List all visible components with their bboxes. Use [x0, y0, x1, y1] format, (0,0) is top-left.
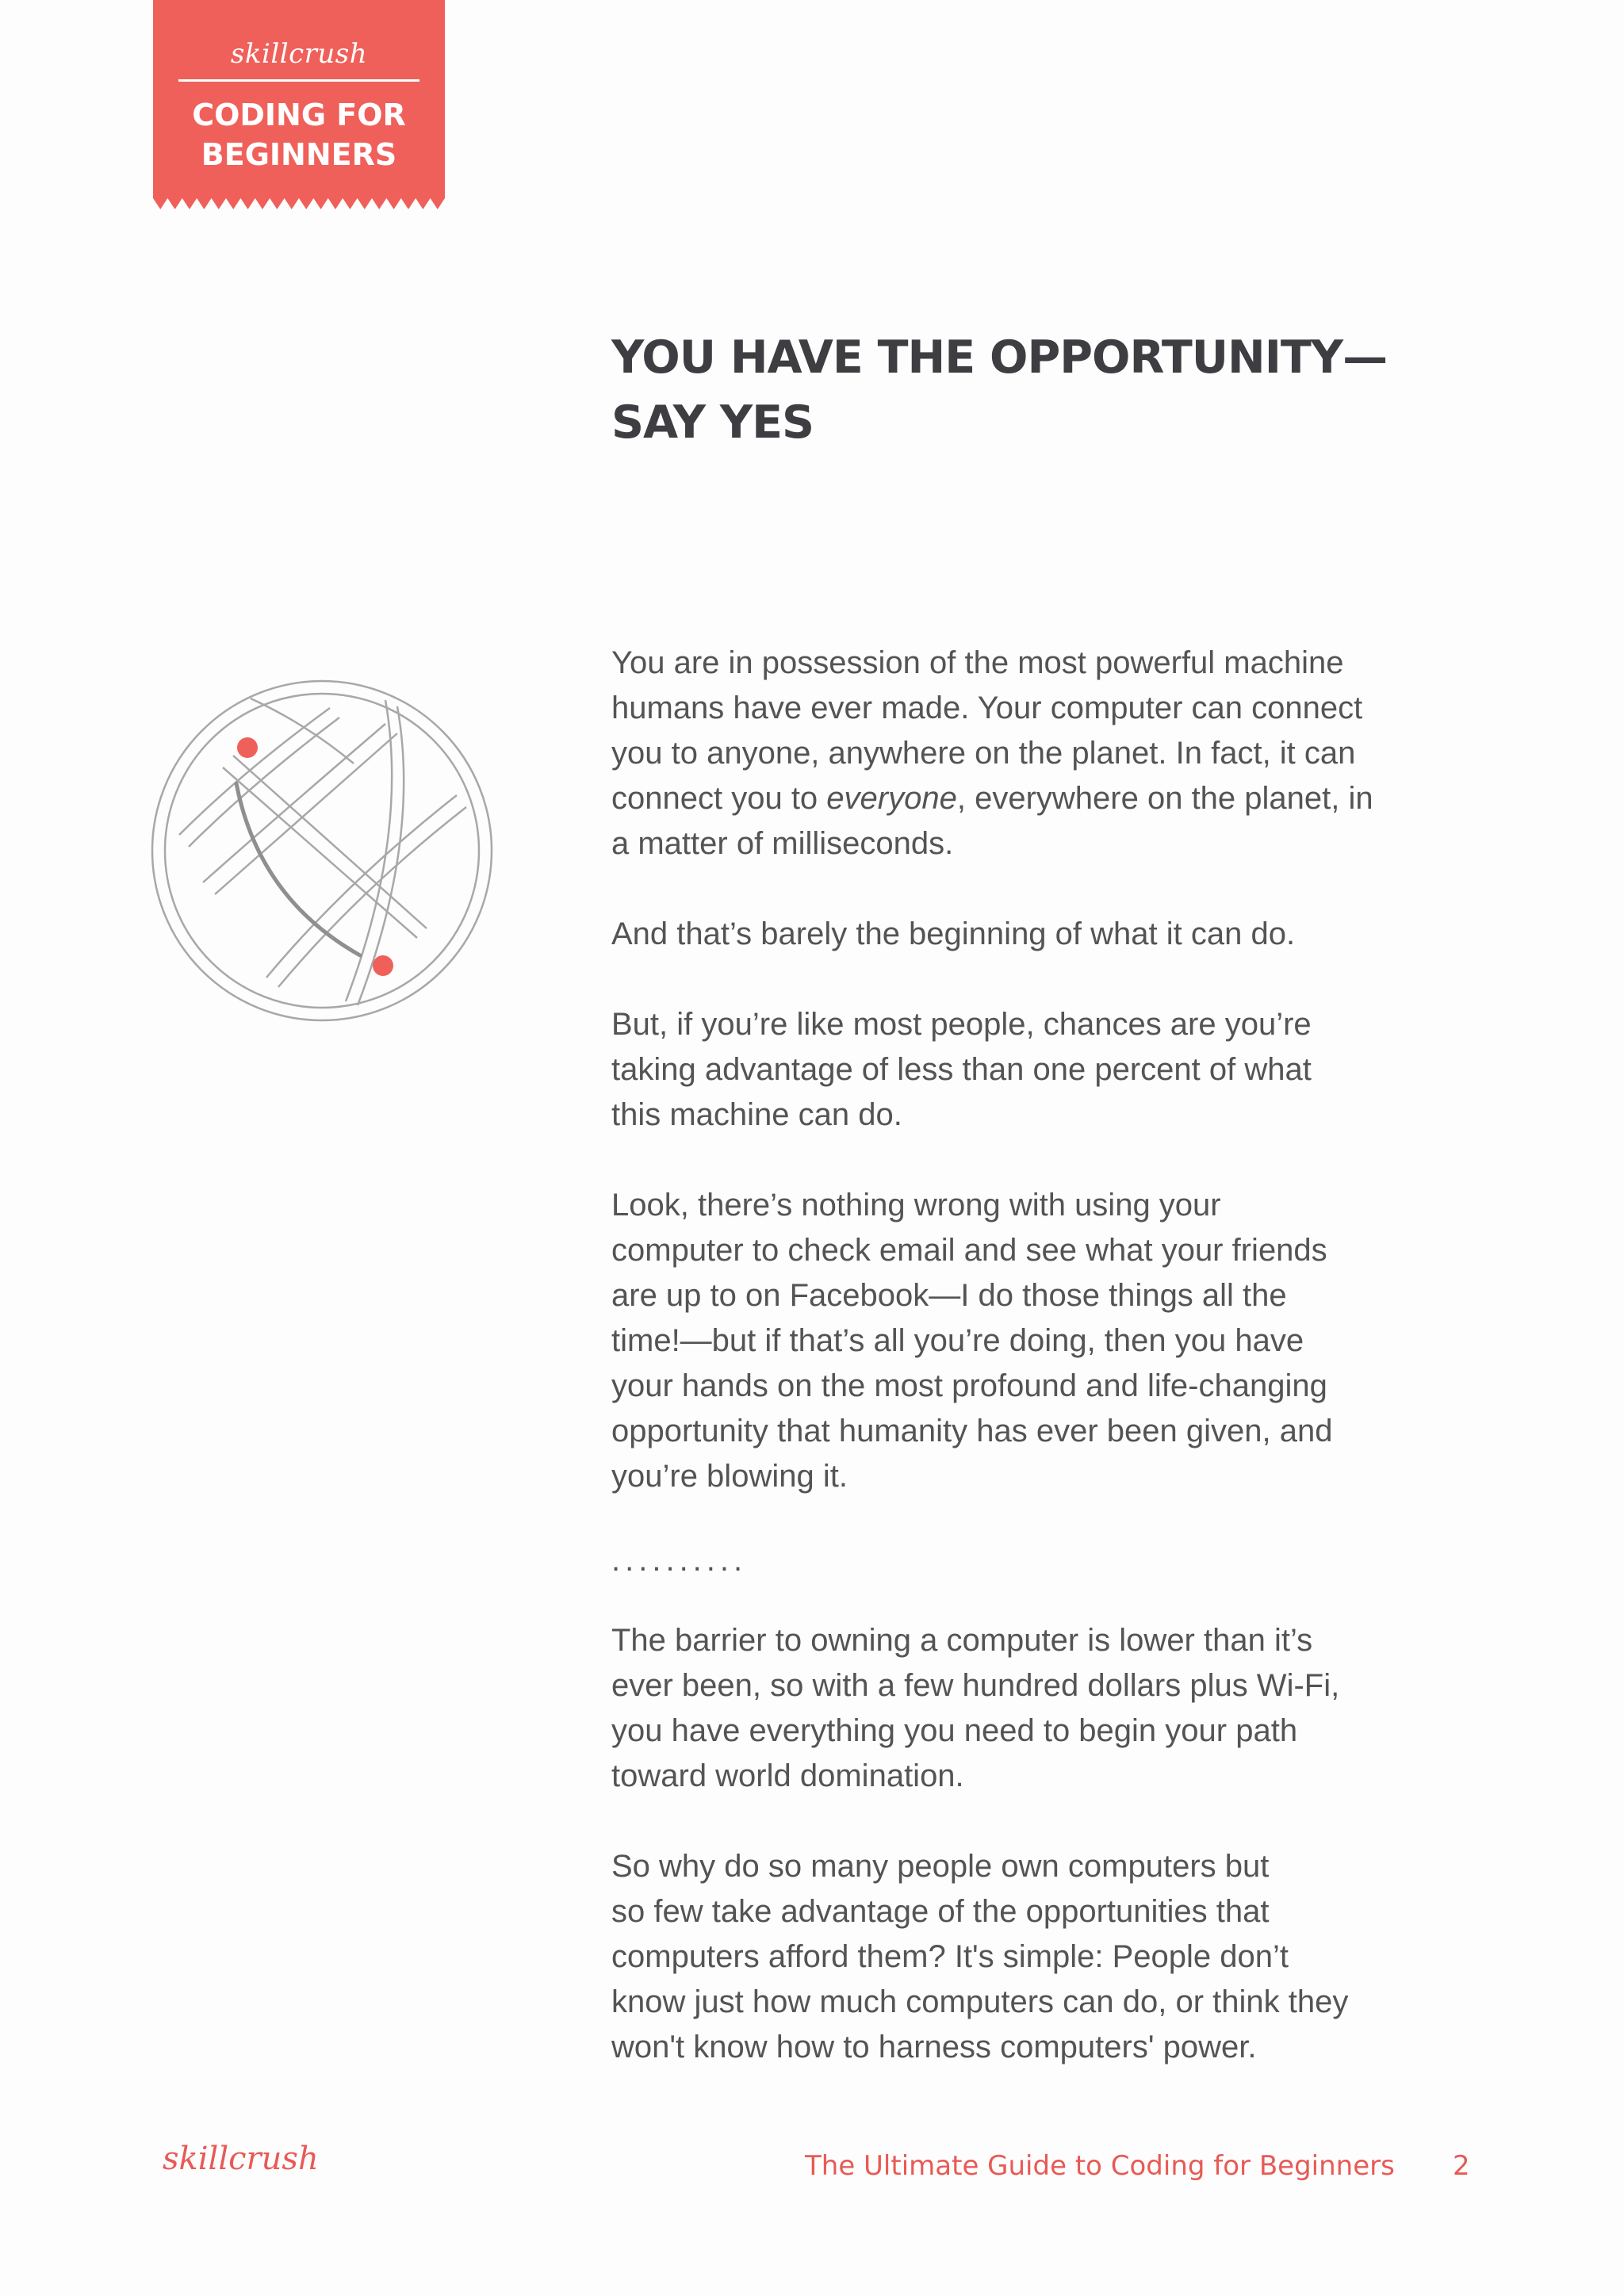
text-line: You are in possession of the most powerful machine [611, 645, 1344, 680]
text-line: humans have ever made. Your computer can connect [611, 691, 1363, 725]
heading-line: YOU HAVE THE OPPORTUNITY— [611, 331, 1388, 384]
text-line: you’re blowing it. [611, 1459, 848, 1494]
paragraph [611, 1183, 1468, 1499]
text-line: this machine can do. [611, 1097, 902, 1132]
text-line: your hands on the most profound and life-changing [611, 1368, 1327, 1403]
brand-logo: skillcrush [230, 38, 368, 70]
text-segment: connect you to [611, 781, 827, 816]
ribbon-zigzag-edge [153, 198, 445, 212]
text-line: are up to on Facebook—I do those things all the [611, 1278, 1287, 1313]
page-heading [611, 325, 1500, 455]
footer-guide-title: The Ultimate Guide to Coding for Beginners [805, 2150, 1395, 2182]
header-ribbon [153, 0, 445, 198]
paragraph [611, 641, 1468, 867]
paragraph [611, 1618, 1468, 1799]
text-line: The barrier to owning a computer is lower than it’s [611, 1623, 1313, 1658]
end-point-dot [373, 955, 393, 976]
ribbon-title-line: CODING FOR [192, 98, 406, 132]
text-line: time!—but if that’s all you’re doing, then you have [611, 1323, 1304, 1358]
footer-logo: skillcrush [163, 2141, 319, 2177]
ribbon-title-line: BEGINNERS [201, 137, 397, 172]
text-line: a matter of milliseconds. [611, 826, 954, 861]
text-line: opportunity that humanity has ever been given, and [611, 1414, 1333, 1448]
text-line: But, if you’re like most people, chances are you’re [611, 1007, 1312, 1042]
ribbon-title [153, 95, 445, 174]
text-line: know just how much computers can do, or think they [611, 1984, 1349, 2019]
body-text [611, 641, 1468, 2115]
text-line: ever been, so with a few hundred dollars plus Wi-Fi, [611, 1668, 1340, 1703]
globe-icon [147, 676, 496, 1025]
text-line: Look, there’s nothing wrong with using your [611, 1188, 1221, 1223]
dotted-separator: .......... [611, 1543, 748, 1578]
text-line: So why do so many people own computers but [611, 1849, 1270, 1884]
paragraph [611, 912, 1468, 957]
text-segment: , everywhere on the planet, in [956, 781, 1373, 816]
heading-line: SAY YES [611, 396, 814, 449]
text-line: And that’s barely the beginning of what it can do. [611, 916, 1296, 951]
text-line: taking advantage of less than one percent of what [611, 1052, 1312, 1087]
text-line: computers afford them? It's simple: People don’t [611, 1939, 1289, 1974]
text-line: computer to check email and see what your friends [611, 1233, 1327, 1268]
text-line: so few take advantage of the opportunities that [611, 1894, 1270, 1929]
text-line: you to anyone, anywhere on the planet. In fact, it can [611, 736, 1356, 771]
start-point-dot [237, 737, 258, 758]
text-line: won't know how to harness computers' power. [611, 2030, 1257, 2064]
text-line: you have everything you need to begin your path [611, 1713, 1298, 1748]
paragraph [611, 1002, 1468, 1138]
ribbon-divider [178, 79, 419, 82]
page-number: 2 [1453, 2150, 1470, 2182]
emphasis-text: everyone [826, 781, 957, 816]
paragraph [611, 1844, 1468, 2070]
text-line [611, 776, 1468, 821]
text-line: toward world domination. [611, 1758, 964, 1793]
